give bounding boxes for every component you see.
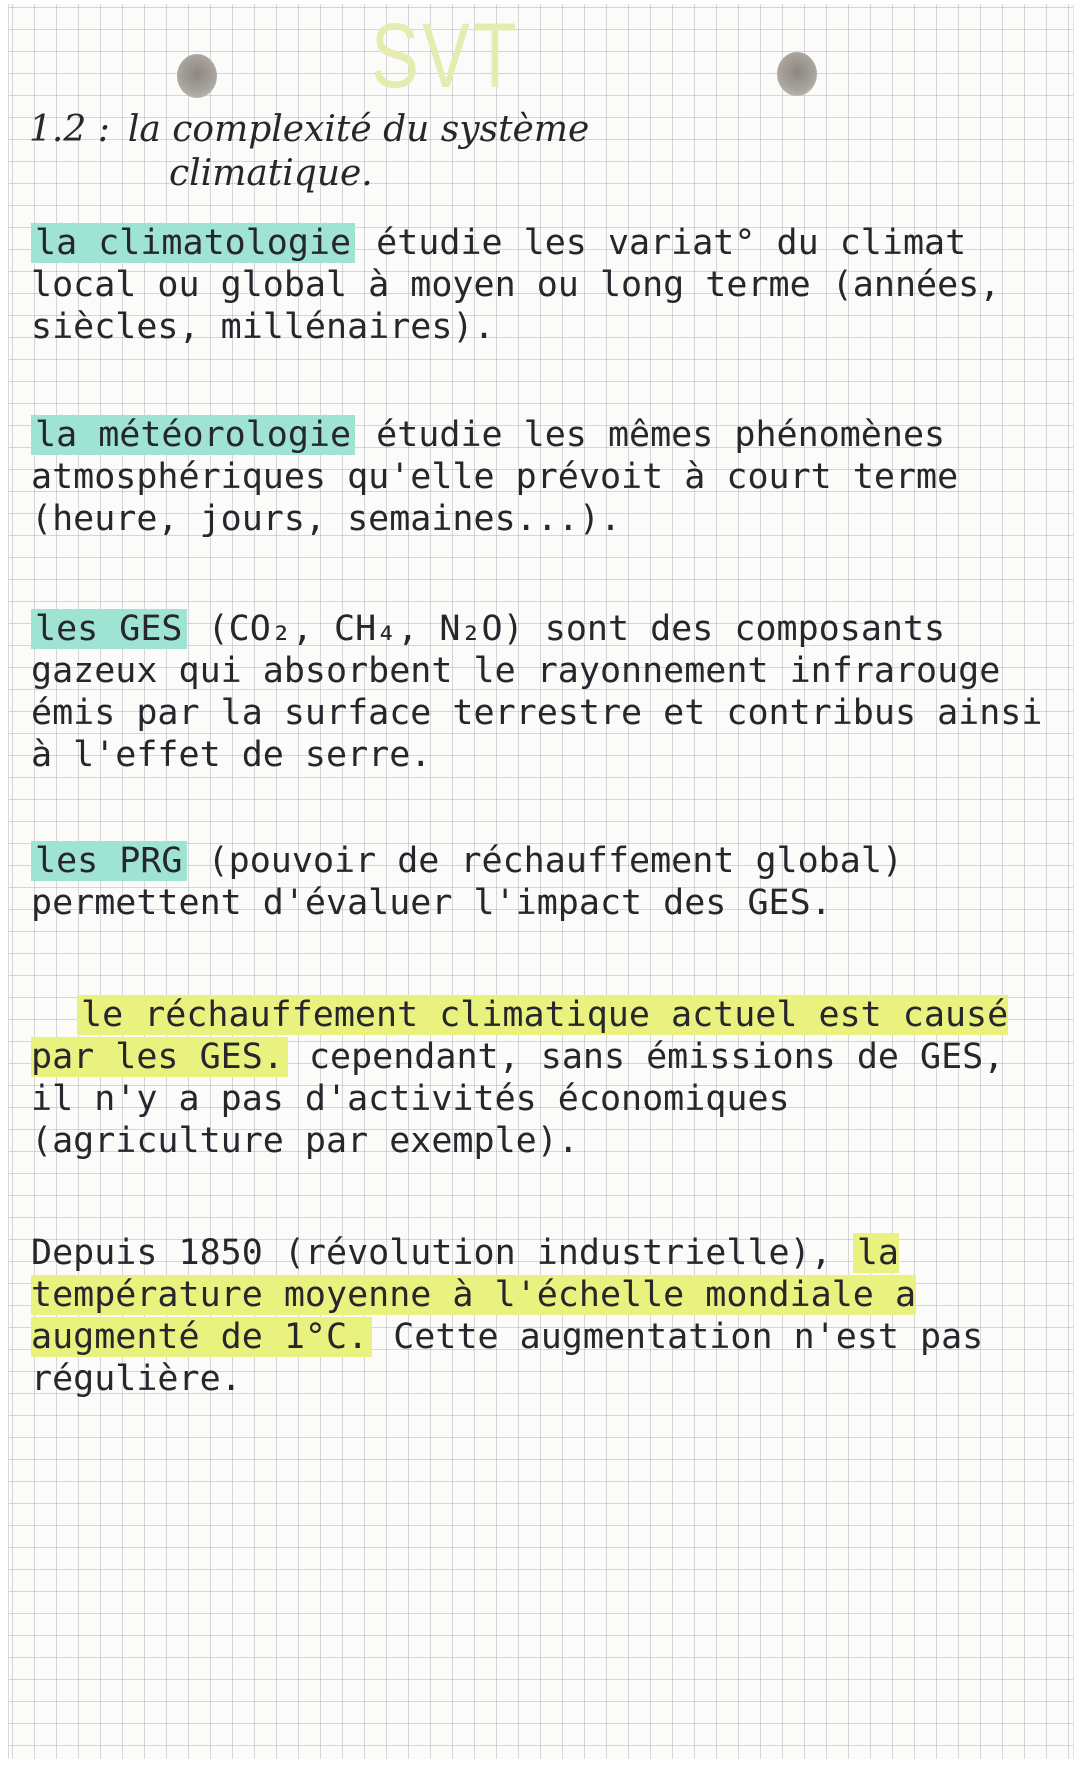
definition-ges: (CO₂, CH₄, N₂O) sont des composants gazeux qui absorbent le rayonnement infrarouge émis par la surface terrestre et contribus ainsi à l'effet de serre. <box>31 609 1043 775</box>
graph-paper-sheet <box>8 4 1074 1759</box>
paragraph-prg <box>31 840 1051 924</box>
binder-hole-right <box>777 52 817 96</box>
highlight-temperature: la température moyenne à l'échelle mondiale a augmenté de 1°C. <box>31 1233 917 1357</box>
term-climatologie: la climatologie <box>31 223 355 263</box>
paragraph-rechauffement <box>31 994 1051 1162</box>
definition-climatologie: étudie les variat° du climat local ou global à moyen ou long terme (années, siècles, millénaires). <box>31 223 1001 347</box>
definition-meteorologie: étudie les mêmes phénomènes atmosphériques qu'elle prévoit à court terme (heure, jours, semaines...). <box>31 415 959 539</box>
term-prg: les PRG <box>31 841 187 881</box>
page-title: SVT <box>371 5 520 107</box>
text-augmentation: Cette augmentation n'est pas régulière. <box>31 1317 984 1399</box>
term-ges: les GES <box>31 609 187 649</box>
text-cependant: cependant, sans émissions de GES, il n'y a pas d'activités économiques (agriculture par exemple). <box>31 1037 1005 1161</box>
paragraph-depuis-1850 <box>31 1232 1051 1400</box>
definition-prg: (pouvoir de réchauffement global) permettent d'évaluer l'impact des GES. <box>31 841 903 923</box>
highlight-rechauffement: le réchauffement climatique actuel est causé par les GES. <box>31 995 1009 1077</box>
paragraph-meteorologie <box>31 414 1051 540</box>
binder-hole-left <box>177 54 217 98</box>
text-depuis-1850: Depuis 1850 (révolution industrielle), <box>31 1233 832 1273</box>
term-meteorologie: la météorologie <box>31 415 355 455</box>
paragraph-ges <box>31 608 1051 776</box>
section-heading <box>29 108 829 196</box>
section-number: 1.2 : <box>29 109 110 150</box>
paragraph-climatologie <box>31 222 1051 348</box>
section-title-line1: la complexité du système <box>127 109 590 150</box>
section-title-line2: climatique. <box>169 153 373 194</box>
